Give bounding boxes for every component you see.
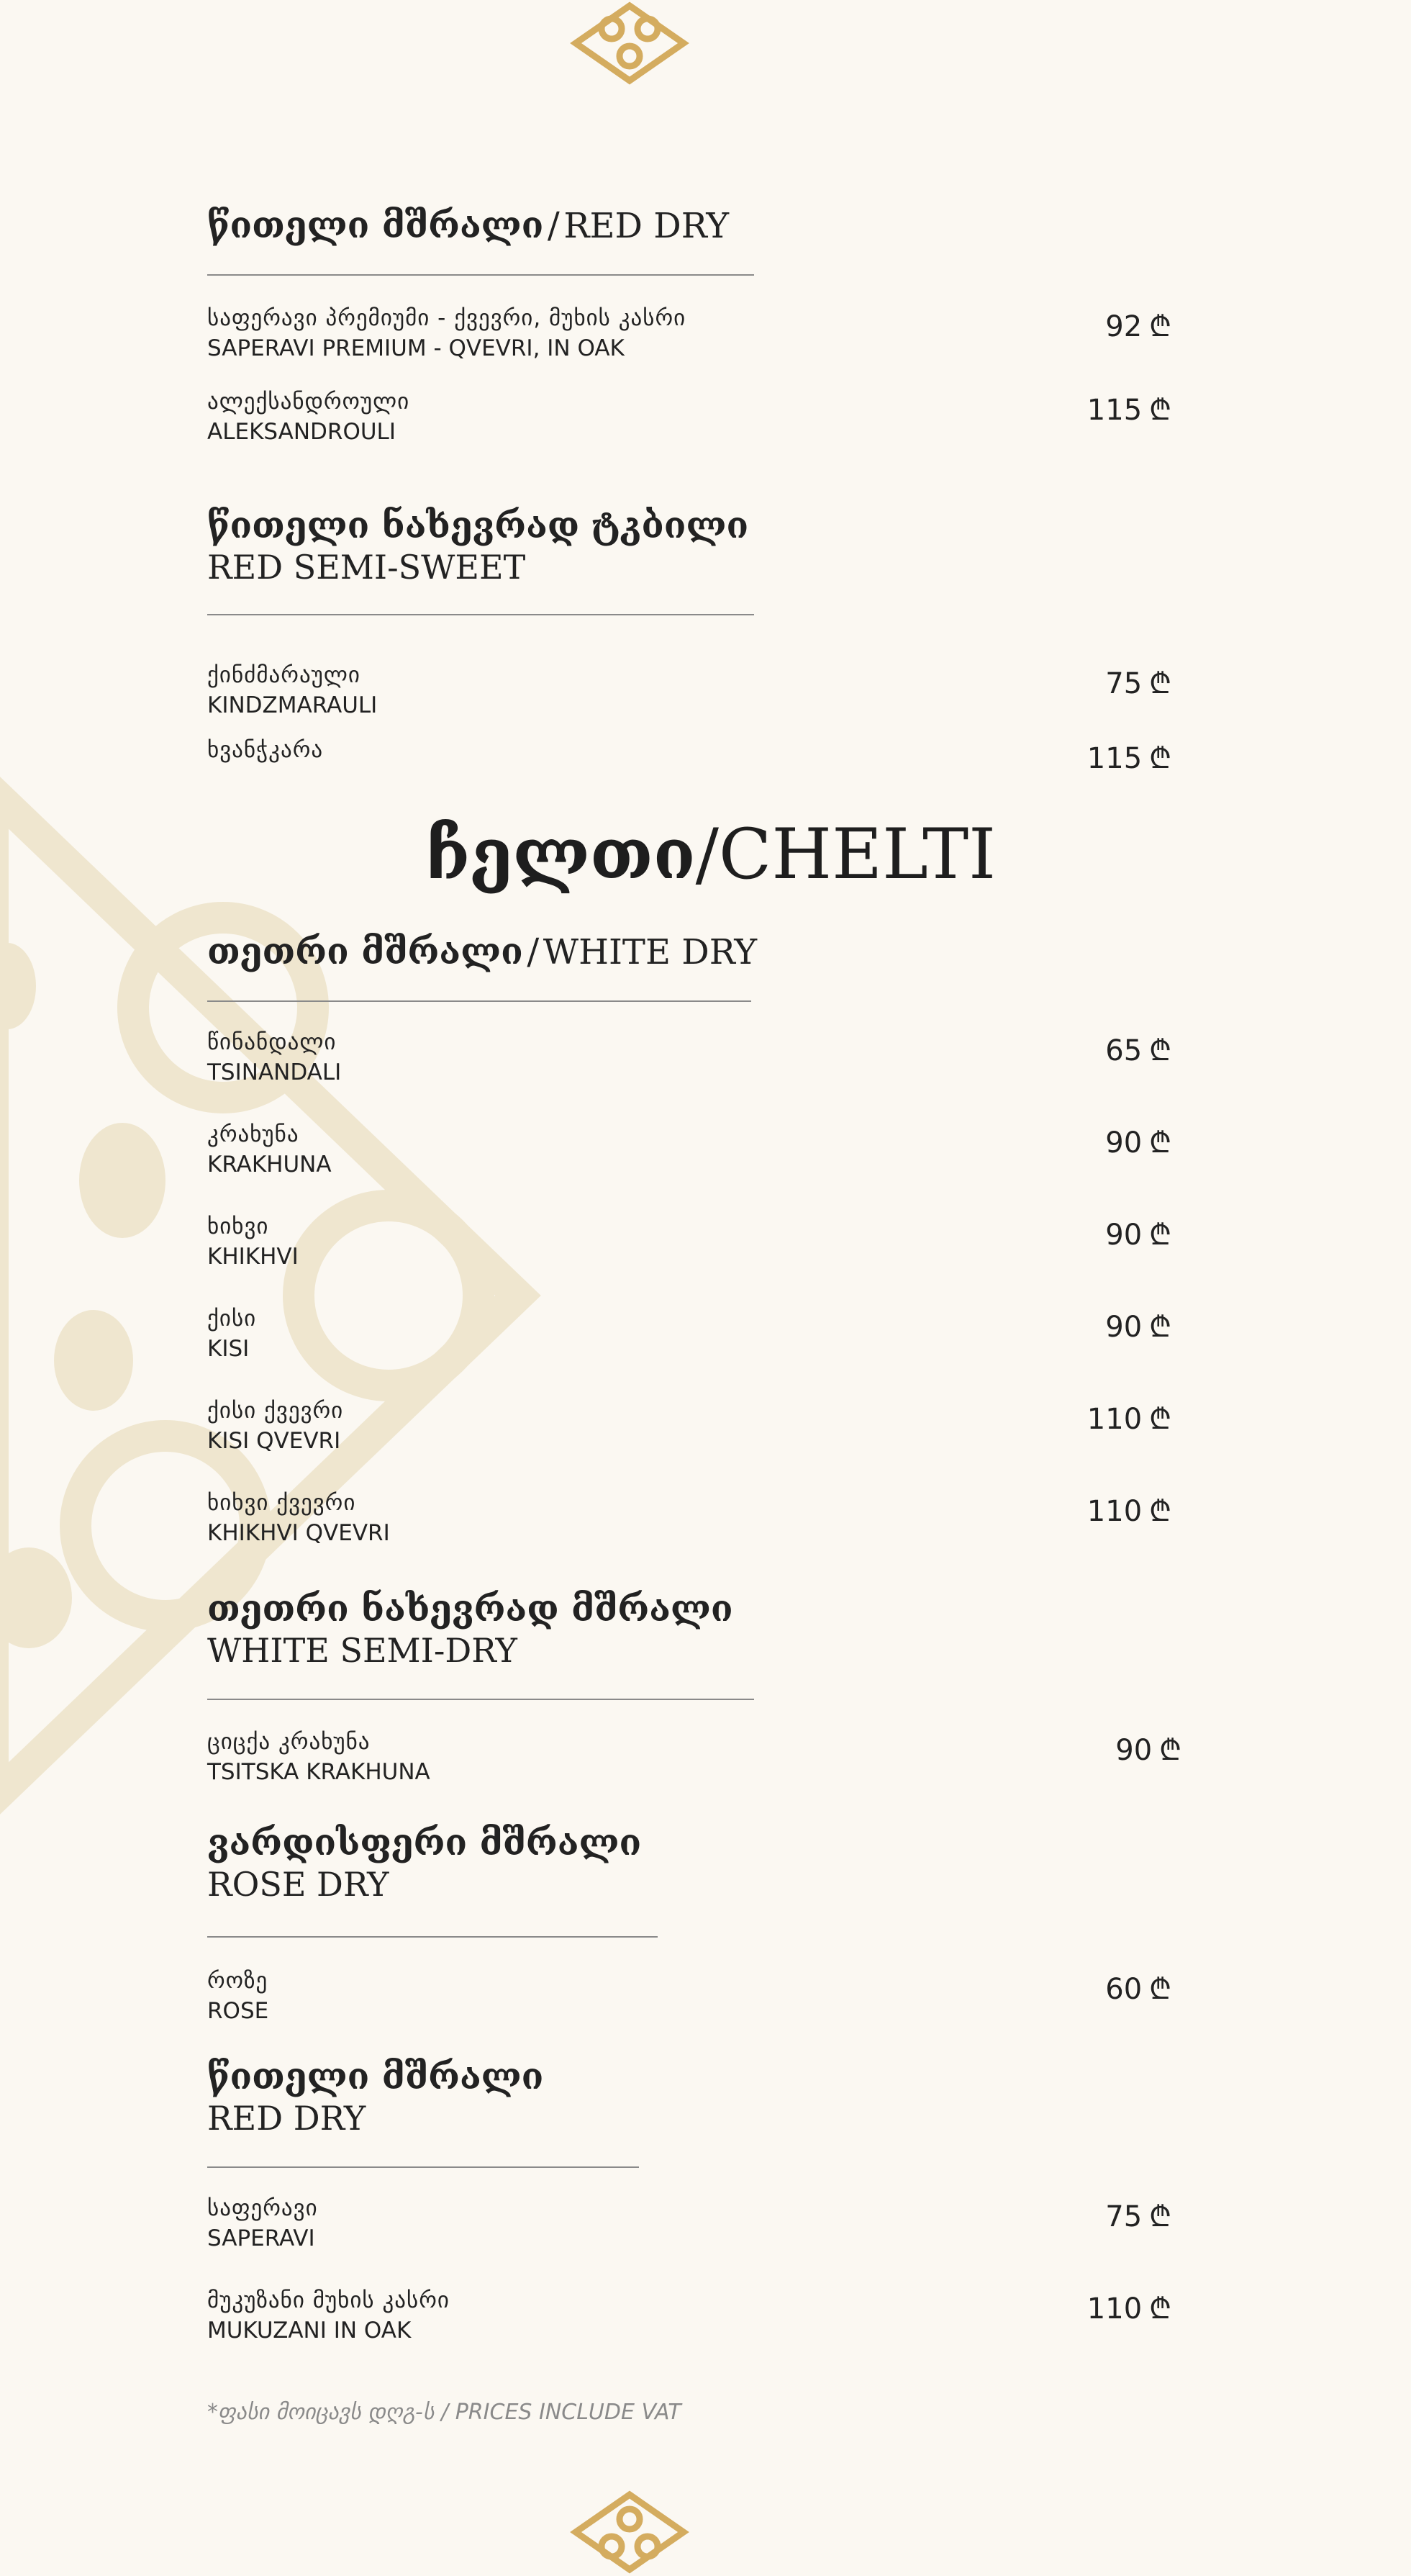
lari-icon: ₾: [1149, 2292, 1171, 2326]
item-price: 60 ₾: [1105, 1973, 1171, 2006]
item-price: 110 ₾: [1086, 1403, 1171, 1436]
menu-item: საფერავი პრემიუმი - ქვევრი, მუხის კასრი SAPERAVI PREMIUM - QVEVRI, IN OAK 92 ₾: [207, 305, 1171, 361]
item-price: 92 ₾: [1105, 310, 1171, 343]
lari-icon: ₾: [1149, 1311, 1171, 1344]
menu-item: ქისი KISI 90 ₾: [207, 1306, 1171, 1362]
lari-icon: ₾: [1149, 310, 1171, 343]
item-price: 115 ₾: [1086, 394, 1171, 427]
item-price: 90 ₾: [1105, 1126, 1171, 1160]
item-price: 90 ₾: [1115, 1734, 1181, 1767]
item-price: 75 ₾: [1105, 2200, 1171, 2233]
lari-icon: ₾: [1149, 1973, 1171, 2006]
section-divider: [207, 2166, 639, 2168]
lari-icon: ₾: [1149, 394, 1171, 427]
lari-icon: ₾: [1149, 667, 1171, 700]
menu-item: ალექსანდროული ALEKSANDROULI 115 ₾: [207, 389, 1171, 445]
section-divider: [207, 1936, 658, 1938]
lari-icon: ₾: [1149, 2200, 1171, 2233]
section-heading-red-dry-2: წითელი მშრალი RED DRY: [207, 2055, 544, 2138]
menu-item: ხიხვი KHIKHVI 90 ₾: [207, 1214, 1171, 1270]
background-ornament-watermark: [0, 749, 561, 1843]
section-divider: [207, 1000, 751, 1002]
item-price: 65 ₾: [1105, 1034, 1171, 1067]
section-heading-white-semi-dry: თეთრი ნახევრად მშრალი WHITE SEMI-DRY: [207, 1587, 733, 1670]
menu-item: ხიხვი ქვევრი KHIKHVI QVEVRI 110 ₾: [207, 1490, 1171, 1546]
lari-icon: ₾: [1159, 1734, 1181, 1767]
item-price: 90 ₾: [1105, 1311, 1171, 1344]
section-divider: [207, 614, 754, 615]
lari-icon: ₾: [1149, 1495, 1171, 1528]
menu-item: ქისი ქვევრი KISI QVEVRI 110 ₾: [207, 1398, 1171, 1454]
lari-icon: ₾: [1149, 742, 1171, 775]
section-divider: [207, 1699, 754, 1700]
section-heading-red-dry: წითელი მშრალი / RED DRY: [207, 204, 730, 246]
menu-item: როზე ROSE 60 ₾: [207, 1968, 1171, 2024]
menu-item: ციცქა კრახუნა TSITSKA KRAKHUNA 90 ₾: [207, 1729, 1181, 1785]
bottom-ornament-icon: [568, 2489, 691, 2575]
menu-item: კრახუნა KRAKHUNA 90 ₾: [207, 1121, 1171, 1178]
lari-icon: ₾: [1149, 1403, 1171, 1436]
section-heading-rose-dry: ვარდისფერი მშრალი ROSE DRY: [207, 1821, 642, 1904]
menu-item: წინანდალი TSINANDALI 65 ₾: [207, 1029, 1171, 1085]
lari-icon: ₾: [1149, 1034, 1171, 1067]
vat-footnote: *ფასი მოიცავს დღგ-ს / PRICES INCLUDE VAT: [207, 2400, 681, 2425]
lari-icon: ₾: [1149, 1126, 1171, 1160]
brand-title: ჩელთი/CHELTI: [425, 813, 997, 895]
section-heading-white-dry: თეთრი მშრალი / WHITE DRY: [207, 930, 758, 972]
item-price: 110 ₾: [1086, 2292, 1171, 2326]
item-price: 90 ₾: [1105, 1219, 1171, 1252]
lari-icon: ₾: [1149, 1219, 1171, 1252]
section-heading-red-semi-sweet: წითელი ნახევრად ტკბილი RED SEMI-SWEET: [207, 504, 749, 587]
item-price: 110 ₾: [1086, 1495, 1171, 1528]
menu-item: მუკუზანი მუხის კასრი MUKUZANI IN OAK 110 ₾: [207, 2287, 1171, 2344]
item-price: 75 ₾: [1105, 667, 1171, 700]
menu-item: ქინძმარაული KINDZMARAULI 75 ₾: [207, 662, 1171, 718]
top-ornament-icon: [568, 0, 691, 86]
section-divider: [207, 274, 754, 276]
item-price: 115 ₾: [1086, 742, 1171, 775]
menu-item: საფერავი SAPERAVI 75 ₾: [207, 2195, 1171, 2251]
menu-item: ხვანჭკარა 115 ₾: [207, 737, 1171, 775]
